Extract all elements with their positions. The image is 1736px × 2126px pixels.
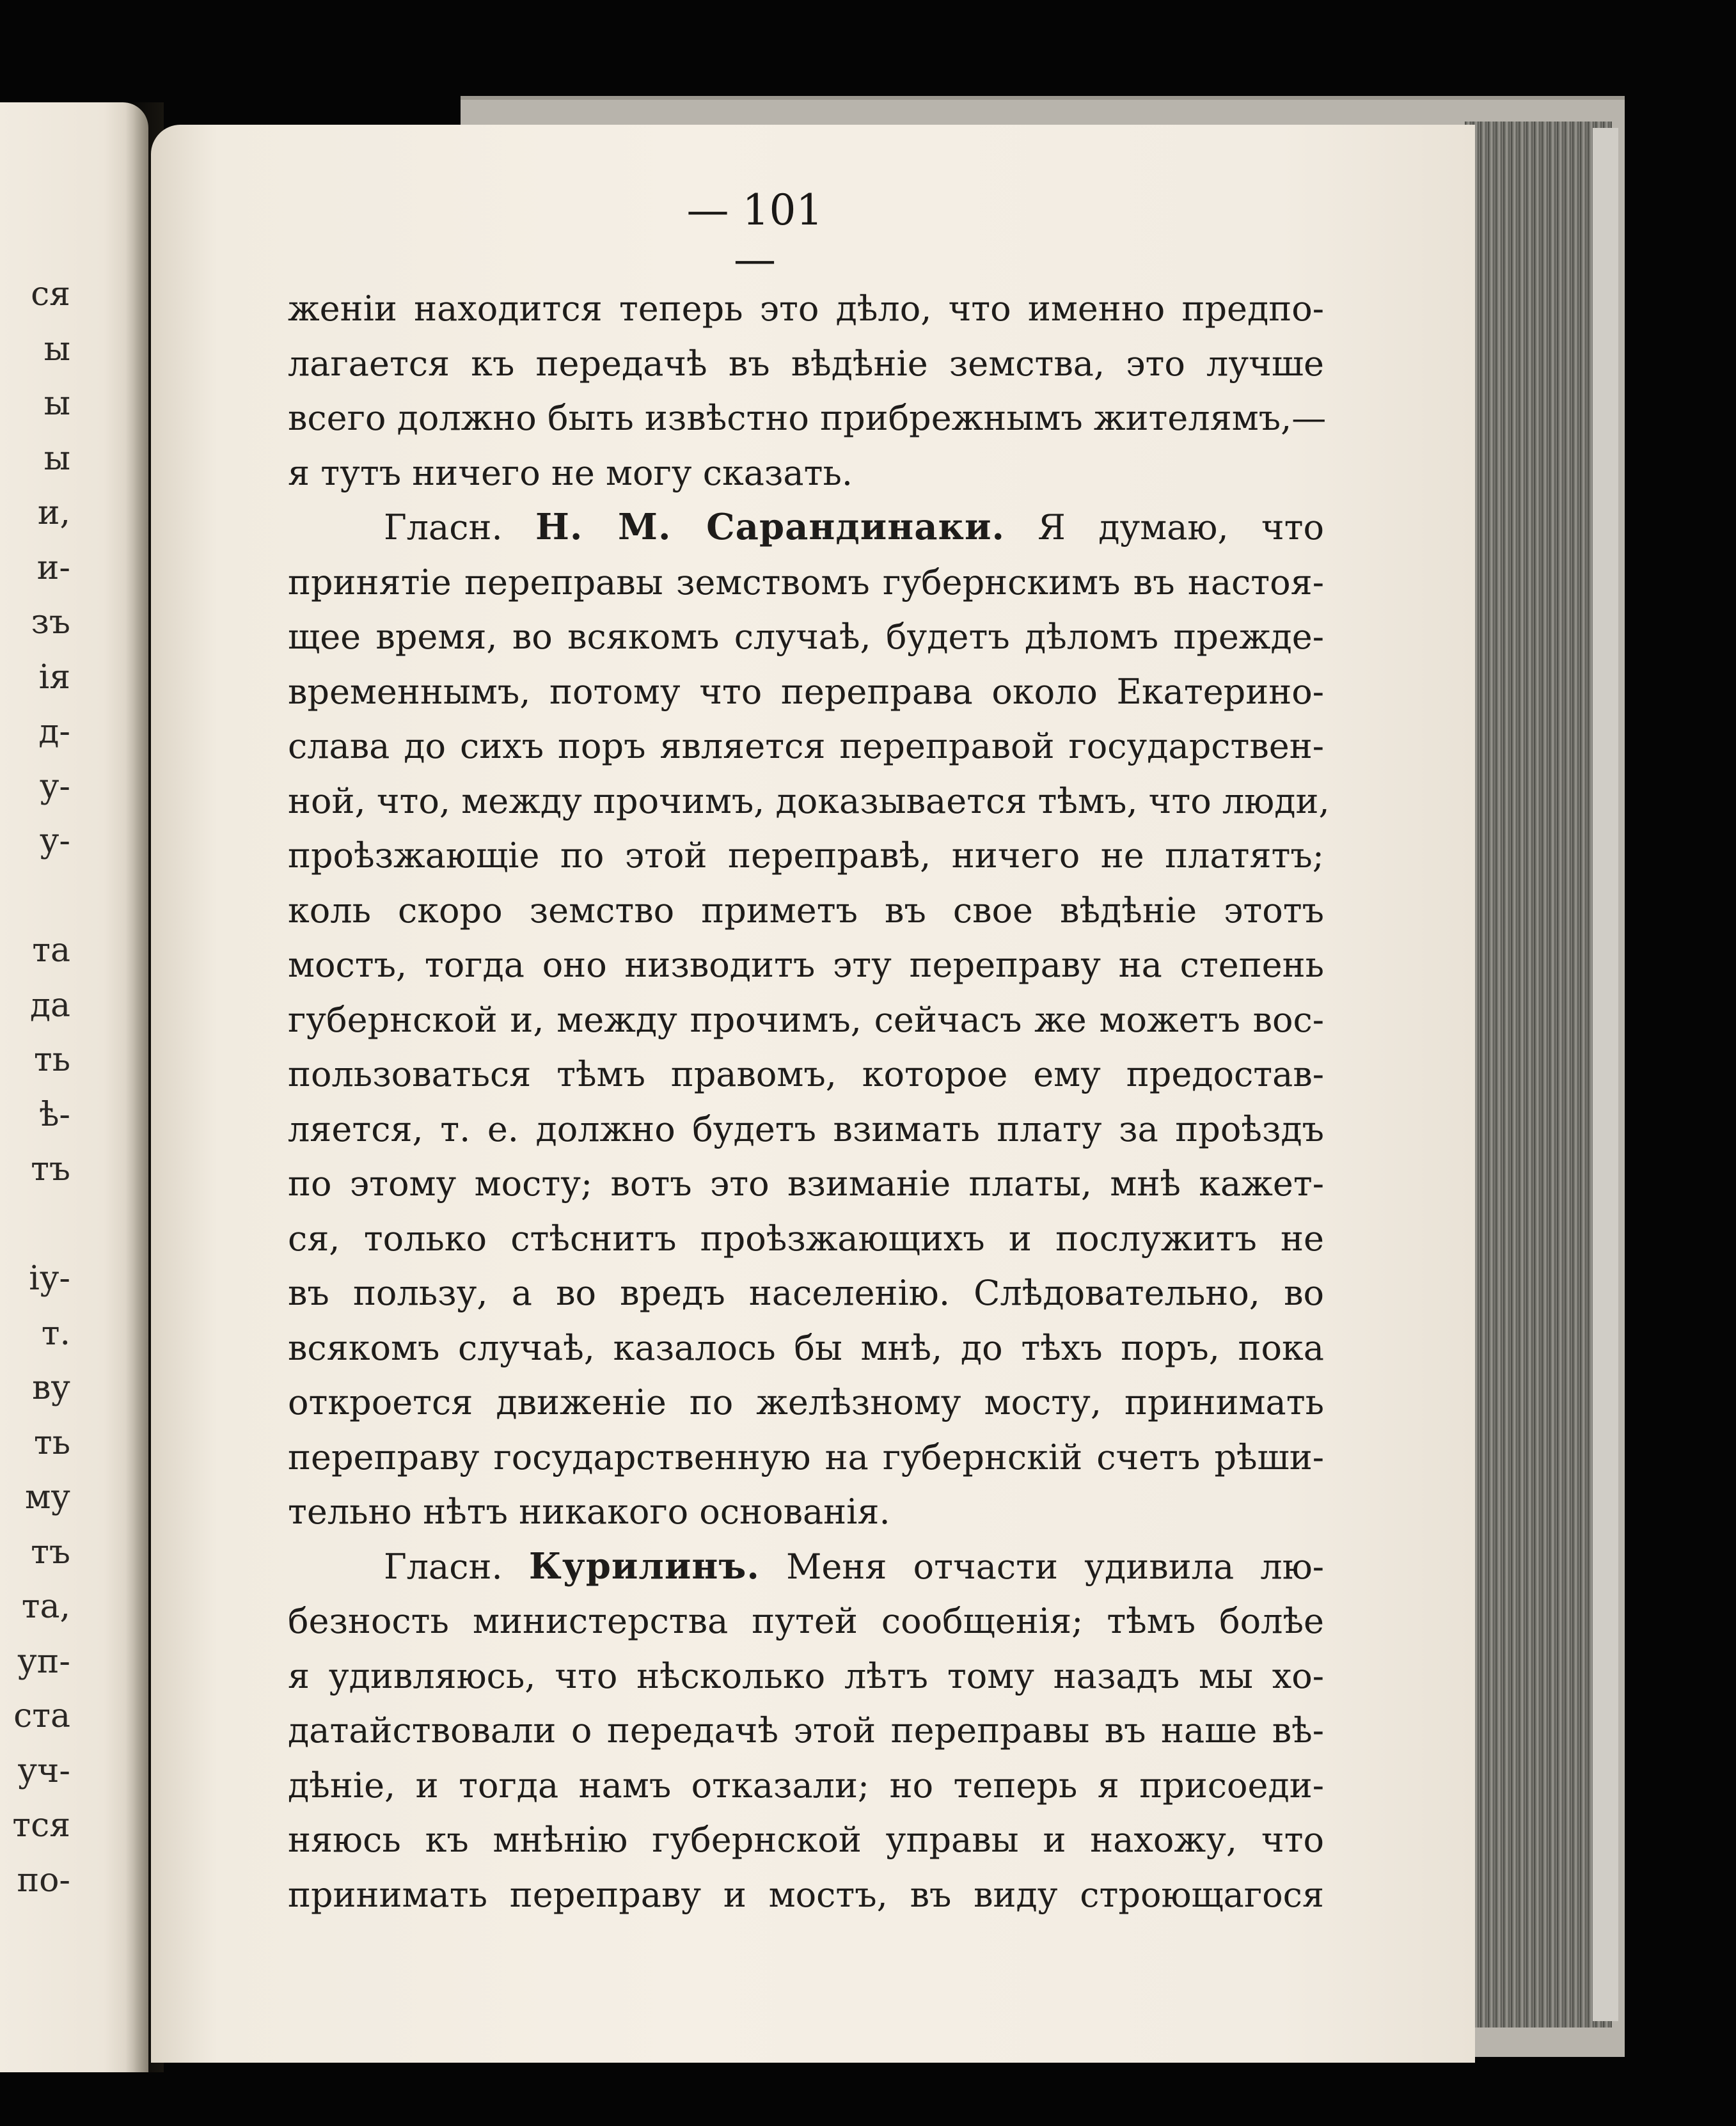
speaker-name: Курилинъ. <box>528 1545 760 1587</box>
text-line: по этому мосту; вотъ это взиманіе платы, мнѣ кажет- <box>288 1163 1324 1204</box>
book-fore-edge <box>1465 122 1612 2028</box>
left-page-fragment: ы <box>43 329 70 368</box>
speaker-line <box>288 1539 1324 1594</box>
book-fore-edge-highlight <box>1593 128 1618 2021</box>
text-line: няюсь къ мнѣнію губернской управы и нахожу, что <box>288 1820 1324 1860</box>
left-page-fragment: и, <box>37 494 70 532</box>
left-page-fragment: ву <box>32 1369 70 1407</box>
text-line: безность министерства путей сообщенія; тѣмъ болѣе <box>288 1601 1324 1641</box>
left-page-text-fragments <box>0 267 70 1908</box>
page-number: — 101 — <box>686 185 823 284</box>
text-line: ной, что, между прочимъ, доказывается тѣмъ, что люди, <box>288 780 1330 821</box>
left-page-fragment: и- <box>36 548 70 587</box>
text-line: откроется движеніе по желѣзному мосту, принимать <box>288 1382 1324 1422</box>
left-page-fragment: у- <box>39 822 70 860</box>
left-page-fragment <box>0 869 70 924</box>
left-page-fragment: д- <box>38 713 70 751</box>
left-page-fragment: уч- <box>17 1751 70 1790</box>
text-line: въ пользу, а во вредъ населенію. Слѣдовательно, во <box>288 1273 1324 1313</box>
text-line: дѣніе, и тогда намъ отказали; но теперь я присоеди- <box>288 1765 1324 1806</box>
text-line: я тутъ ничего не могу сказать. <box>288 452 853 493</box>
left-page-fragment: зъ <box>31 603 70 642</box>
left-page-fragment: тъ <box>31 1150 70 1188</box>
left-page-fragment: му <box>24 1478 70 1516</box>
text-line: переправу государственную на губернскій счетъ рѣши- <box>288 1437 1324 1477</box>
left-page-fragment: тъ <box>31 1532 70 1571</box>
text-line: слава до сихъ поръ является переправой государствен- <box>288 726 1324 766</box>
left-page-fragment: та <box>32 931 70 970</box>
left-page-fragment: ся <box>31 275 70 313</box>
left-page-fragment: т. <box>41 1314 70 1353</box>
left-page-fragment: ть <box>33 1041 70 1079</box>
left-page-fragment <box>0 1197 70 1252</box>
text-line: датайствовали о передачѣ этой переправы въ наше вѣ- <box>288 1710 1324 1751</box>
text-line: временнымъ, потому что переправа около Екатерино- <box>288 671 1324 712</box>
left-page-fragment: та, <box>21 1587 70 1626</box>
text-line: тельно нѣтъ никакого основанія. <box>288 1492 890 1532</box>
text-line: ся, только стѣснитъ проѣзжающихъ и послужитъ не <box>288 1218 1324 1259</box>
left-page-fragment: тся <box>12 1806 70 1845</box>
text-line: женіи находится теперь это дѣло, что именно предпо- <box>288 288 1324 329</box>
speaker-line-rest: Я думаю, что <box>1005 507 1324 547</box>
text-line: коль скоро земство приметъ въ свое вѣдѣніе этотъ <box>288 890 1324 931</box>
left-page-fragment: уп- <box>17 1642 70 1681</box>
page-body-text <box>288 281 1330 1922</box>
text-line: проѣзжающіе по этой переправѣ, ничего не платятъ; <box>288 835 1324 876</box>
text-line: принятіе переправы земствомъ губернскимъ въ настоя- <box>288 562 1324 602</box>
left-page-fragment: ѣ- <box>39 1095 70 1134</box>
left-page-fragment: ть <box>33 1423 70 1462</box>
text-line: лагается къ передачѣ въ вѣдѣніе земства, это лучше <box>288 343 1324 384</box>
text-line: всякомъ случаѣ, казалось бы мнѣ, до тѣхъ поръ, пока <box>288 1327 1324 1368</box>
text-line: мостъ, тогда оно низводитъ эту переправу на степень <box>288 945 1324 985</box>
left-page-fragment: у- <box>39 767 70 806</box>
text-line: всего должно быть извѣстно прибрежнымъ жителямъ,— <box>288 398 1327 438</box>
speaker-prefix: Гласн. <box>384 507 535 547</box>
left-page-fragment: да <box>29 986 70 1025</box>
left-page-fragment: ія <box>38 657 70 697</box>
left-page-fragment: іу- <box>29 1259 70 1298</box>
text-line: пользоваться тѣмъ правомъ, которое ему предостав- <box>288 1054 1324 1094</box>
text-line: я удивляюсь, что нѣсколько лѣтъ тому назадъ мы хо- <box>288 1655 1324 1696</box>
speaker-line <box>288 500 1324 555</box>
text-line: ляется, т. е. должно будетъ взимать плату за проѣздъ <box>288 1108 1324 1149</box>
text-line: щее время, во всякомъ случаѣ, будетъ дѣломъ прежде- <box>288 617 1324 657</box>
speaker-name: Н. М. Сарандинаки. <box>535 506 1005 548</box>
text-line: губернской и, между прочимъ, сейчасъ же можетъ вос- <box>288 999 1324 1040</box>
left-page-fragment: по- <box>17 1861 70 1900</box>
speaker-line-rest: Меня отчасти удивила лю- <box>759 1546 1324 1587</box>
text-line: принимать переправу и мостъ, въ виду строющагося <box>288 1874 1324 1915</box>
left-page-fragment: ы <box>43 384 70 423</box>
speaker-prefix: Гласн. <box>384 1546 529 1587</box>
left-page-fragment: ста <box>13 1697 70 1735</box>
left-page-fragment: ы <box>43 439 70 478</box>
